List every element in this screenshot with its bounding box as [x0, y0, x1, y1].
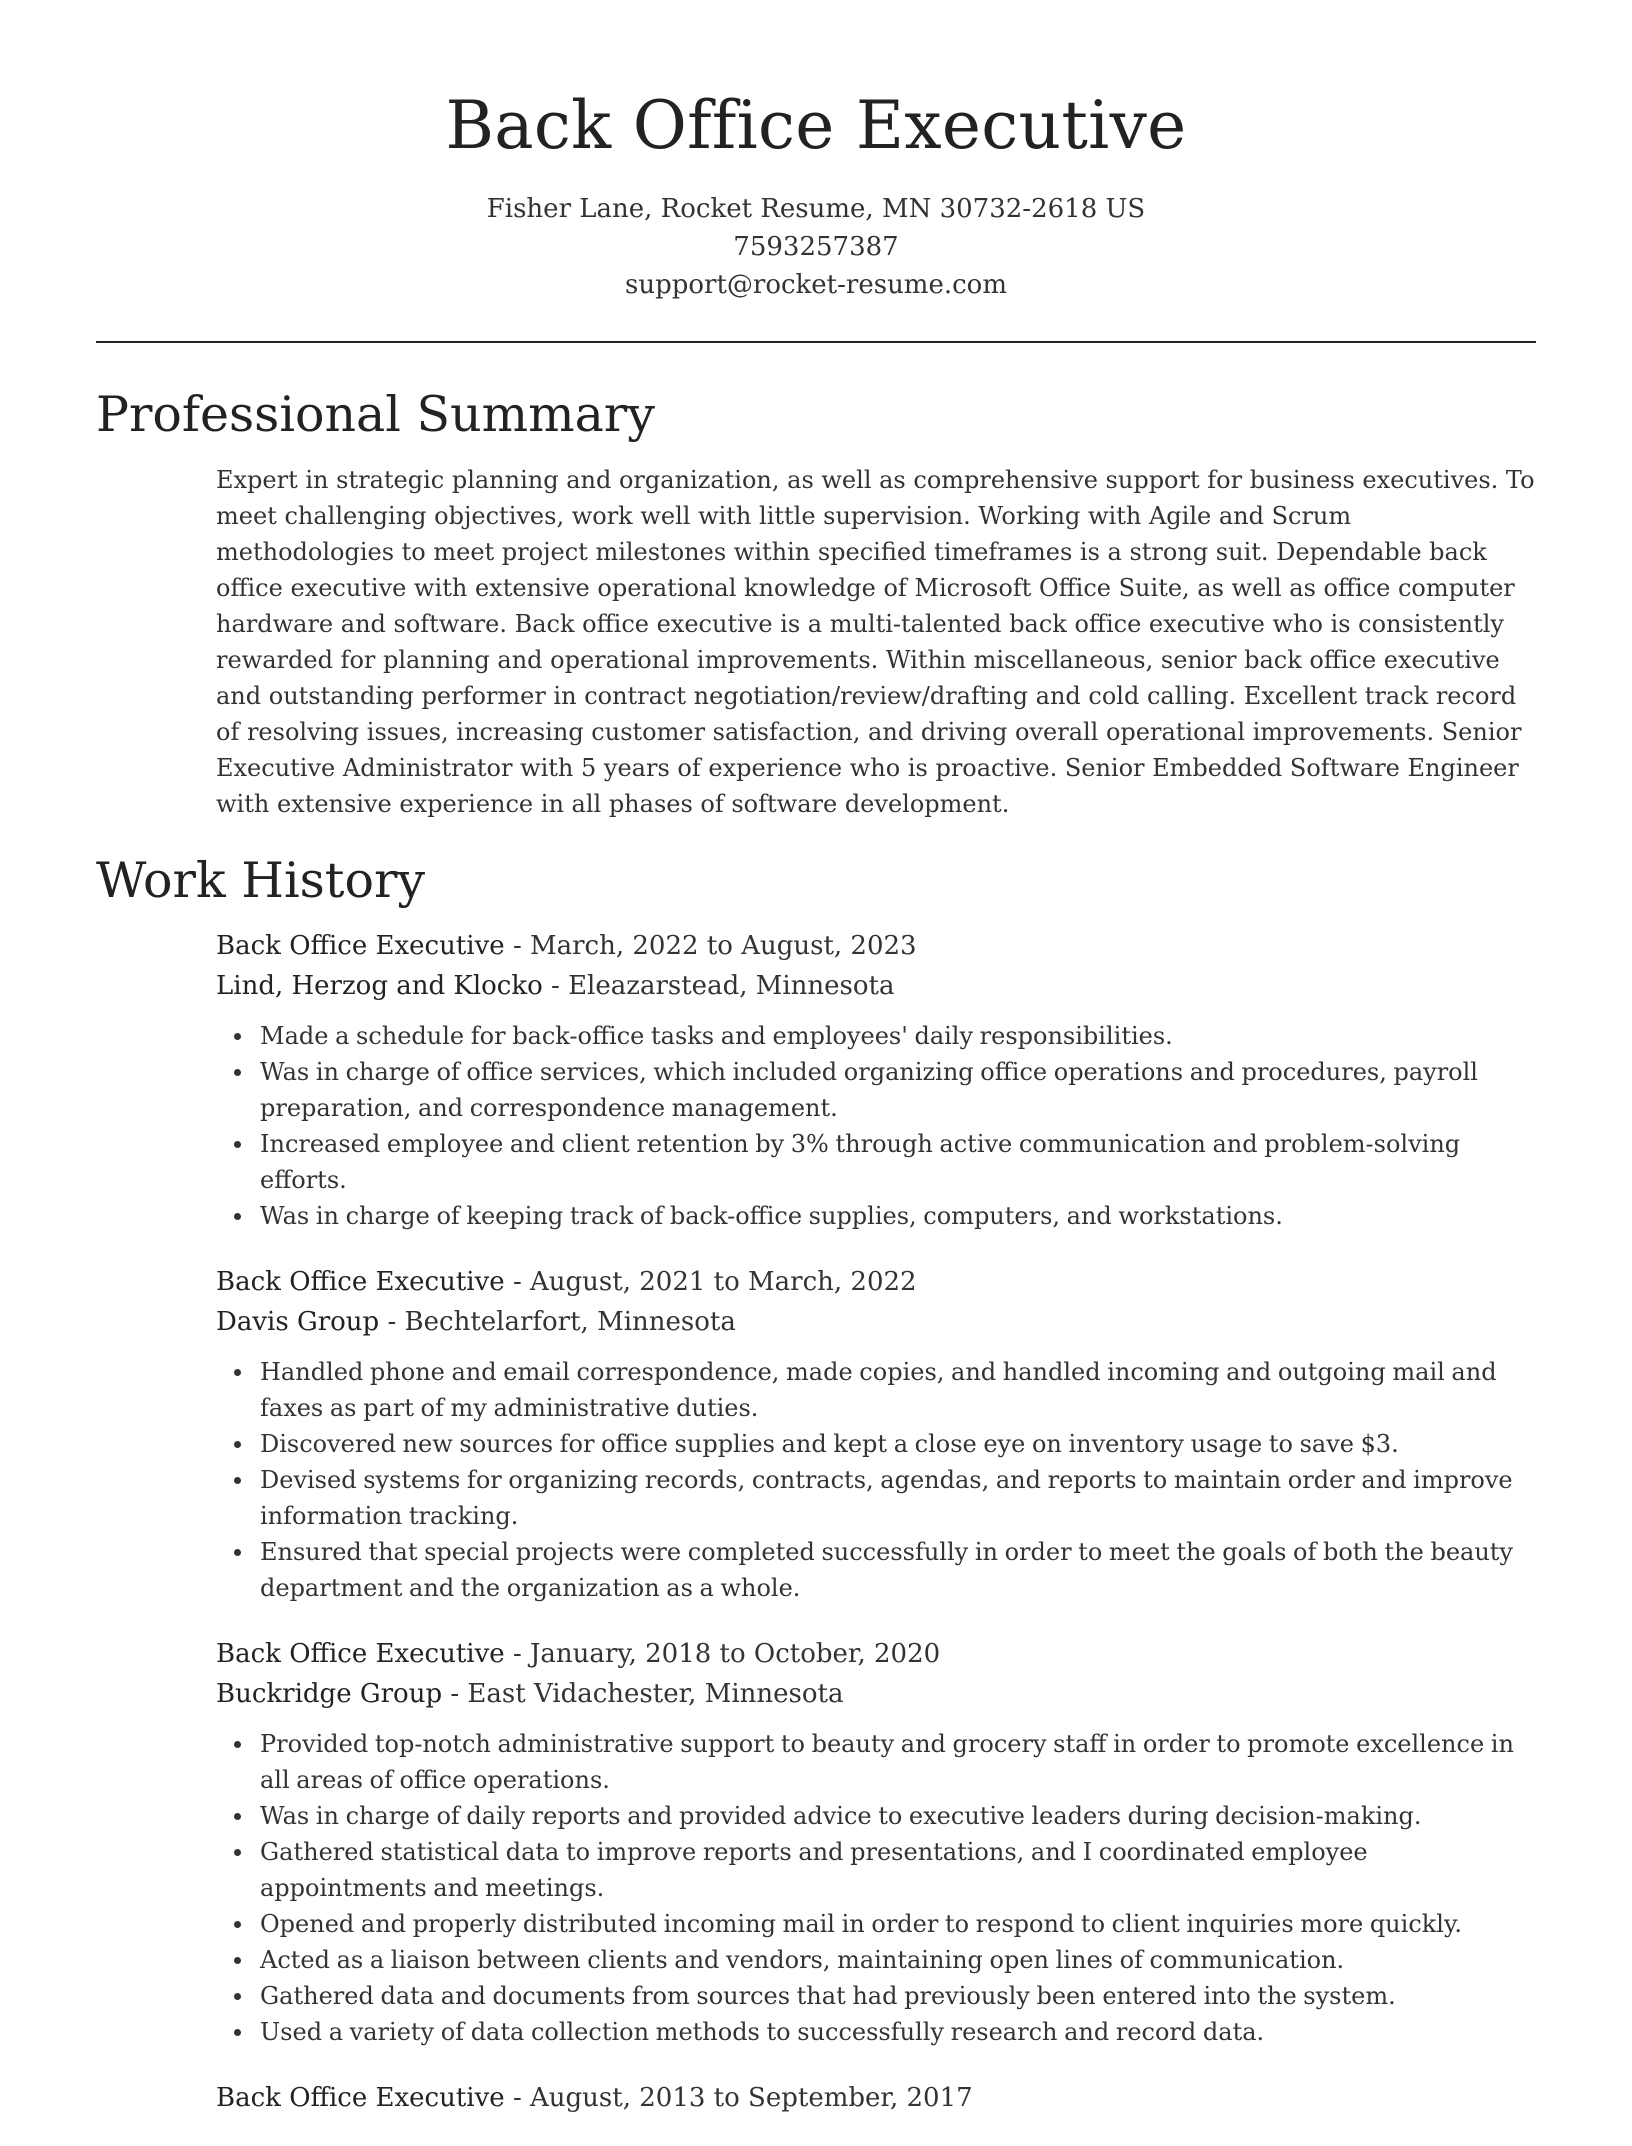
job-bullet: Was in charge of daily reports and provided advice to executive leaders during decision-making. — [260, 1798, 1536, 1834]
job-bullet: Gathered statistical data to improve reports and presentations, and I coordinated employee appointments and meetings. — [260, 1834, 1536, 1906]
job-role-line — [216, 1262, 1536, 1302]
work-history-heading: Work History — [96, 852, 426, 909]
job-role-line — [216, 1634, 1536, 1674]
job-dates: - March, 2022 to August, 2023 — [504, 931, 917, 961]
job-role: Back Office Executive — [216, 1267, 505, 1297]
address-text: Fisher Lane, Rocket Resume, MN 30732-2618 US — [486, 194, 1146, 224]
job-role: Back Office Executive — [216, 1639, 505, 1669]
summary-paragraph: Expert in strategic planning and organization, as well as comprehensive support for business executives. To meet challenging objectives, work well with little supervision. Working with Agile and Scrum methodologies to meet project milestones within specified timeframes is a strong suit. Dependable back office executive with extensive operational knowledge of Microsoft Office Suite, as well as office computer hardware and software. Back office executive is a multi-talented back office executive who is consistently rewarded for planning and operational improvements. Within miscellaneous, senior back office executive and outstanding performer in contract negotiation/review/drafting and cold calling. Excellent track record of resolving issues, increasing customer satisfaction, and driving overall operational improvements. Senior Executive Administrator with 5 years of experience who is proactive. Senior Embedded Software Engineer with extensive experience in all phases of software development. — [216, 466, 1535, 818]
job-location: - East Vidachester, Minnesota — [442, 1679, 844, 1709]
job-bullet: Handled phone and email correspondence, made copies, and handled incoming and outgoing mail and faxes as part of my administrative duties. — [260, 1354, 1536, 1426]
phone-text: 7593257387 — [733, 232, 899, 262]
job-entry — [216, 926, 1536, 1234]
job-company: Lind, Herzog and Klocko — [216, 971, 543, 1001]
contact-info — [0, 190, 1632, 304]
job-location: - Eleazarstead, Minnesota — [542, 971, 895, 1001]
job-bullet: Was in charge of keeping track of back-office supplies, computers, and workstations. — [260, 1198, 1536, 1234]
job-bullets — [216, 1726, 1536, 2050]
job-company-line — [216, 1674, 1536, 1714]
job-entry — [216, 1634, 1536, 2050]
job-bullets — [216, 1354, 1536, 1606]
job-bullet: Ensured that special projects were completed successfully in order to meet the goals of both the beauty department and the organization as a whole. — [260, 1534, 1536, 1606]
job-bullet: Used a variety of data collection methods to successfully research and record data. — [260, 2014, 1536, 2050]
job-role: Back Office Executive — [216, 931, 505, 961]
job-company-line — [216, 966, 1536, 1006]
job-dates: - January, 2018 to October, 2020 — [504, 1639, 941, 1669]
summary-heading: Professional Summary — [96, 386, 655, 443]
job-location: - Bechtelarfort, Minnesota — [379, 1307, 736, 1337]
resume-header — [0, 0, 1632, 304]
job-company: Davis Group — [216, 1307, 380, 1337]
job-bullet: Opened and properly distributed incoming mail in order to respond to client inquiries more quickly. — [260, 1906, 1536, 1942]
job-role: Back Office Executive — [216, 2083, 505, 2113]
job-bullet: Was in charge of office services, which included organizing office operations and procedures, payroll preparation, and correspondence management. — [260, 1054, 1536, 1126]
job-list — [216, 926, 1536, 2146]
job-company-line — [216, 1302, 1536, 1342]
job-entry — [216, 1262, 1536, 1606]
job-role-line — [216, 926, 1536, 966]
job-bullet: Made a schedule for back-office tasks and employees' daily responsibilities. — [260, 1018, 1536, 1054]
job-dates: - August, 2021 to March, 2022 — [504, 1267, 917, 1297]
email-text: support@rocket-resume.com — [624, 270, 1007, 300]
job-bullet: Acted as a liaison between clients and vendors, maintaining open lines of communication. — [260, 1942, 1536, 1978]
job-bullet: Gathered data and documents from sources that had previously been entered into the system. — [260, 1978, 1536, 2014]
job-bullets — [216, 1018, 1536, 1234]
job-role-line — [216, 2078, 1536, 2118]
job-bullet: Discovered new sources for office supplies and kept a close eye on inventory usage to save $3. — [260, 1426, 1536, 1462]
job-entry — [216, 2078, 1536, 2118]
job-bullet: Increased employee and client retention by 3% through active communication and problem-solving efforts. — [260, 1126, 1536, 1198]
candidate-title: Back Office Executive — [445, 87, 1187, 164]
job-bullet: Devised systems for organizing records, contracts, agendas, and reports to maintain order and improve information tracking. — [260, 1462, 1536, 1534]
job-company: Buckridge Group — [216, 1679, 443, 1709]
job-dates: - August, 2013 to September, 2017 — [504, 2083, 973, 2113]
job-bullet: Provided top-notch administrative support to beauty and grocery staff in order to promote excellence in all areas of office operations. — [260, 1726, 1536, 1798]
header-divider — [96, 341, 1536, 343]
